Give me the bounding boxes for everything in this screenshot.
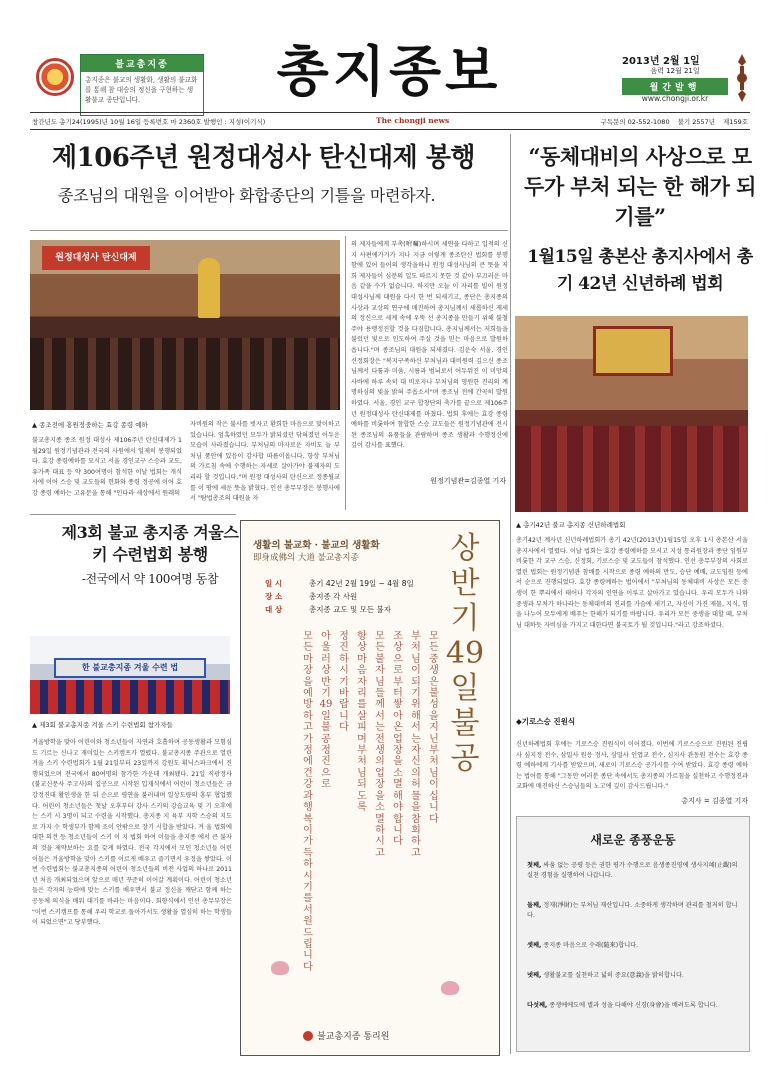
intro-box-title: 불교총지종 <box>81 55 203 72</box>
ad-vertical-line: 항상 마음자리를 살피며 부처님 되도록 <box>357 631 367 814</box>
new-year-photo <box>515 316 748 512</box>
winter-headline: 제3회 불교 총지종 겨울스키 수련법회 봉행 <box>61 523 239 564</box>
masthead-intro-box <box>80 54 204 116</box>
column-divider-mid <box>345 236 346 510</box>
movement-box <box>516 816 750 1052</box>
photo-banner-text: 원정대성사 탄신대제 <box>42 246 150 270</box>
section-divider-left <box>30 514 236 515</box>
emblem-icon <box>303 1031 313 1041</box>
ad-slogan: 생활의 불교화 · 불교의 생활화 <box>253 540 380 551</box>
ski-banner-text: 한 불교총지종 겨울 수련 법 <box>54 658 206 678</box>
winter-article-body: 겨울방학을 맞아 어린이와 청소년들이 자연과 호흡하며 공동생활과 모험심도 기르는 신나고 재미있는 스키캠프가 열렸다. 불교총지종 주관으로 열린 겨울 스키 수련법회가 1월 21일부터 23일까지 강원도 휘닉스파크에서 진행되었으며 전국에서 80여명의 참가한 가운데 개최됐다. 21일 직광정사(불교신문사 주고사)의 집공으로 시작된 입재식에서 어린이 청소년들은 금강정진대 활인생을 한 뒤 순으로 평연을 불러내며 일상도량의 흥부 협업했다. 어린이 청소년들은 첫날 오후부터 강사 스키의 강습교육 및 기 오후에는 스키 시 3명이 되고 수련을 시작했다. 총지종 지 육부 지학 스승의 지도로 가지 수 학생부가 함께 조이 안팎으로 장기 시합을 받았다. 겨 울 법회에 대한 의견 등 청소년들이 스키 이 지 법회 하여 이들을 총지종 에서 큰 불자의 것을 제약보하는 요를 갖게 하였다. 전국 각지에서 모인 청소년들 어린이들은 겨울방학을 맞아 스키를 이르게 배우고 즐기면서 우정을 쌓았다. 이번 수련법회는 불교총지종의 어린이 청소년들의 비전 사업의 하나로 2011년 처음 개최되었으며 앞으로 매년 꾸준히 이어갈 계획이다. 어린이 청소년들은 각자의 능력에 맞는 스키를 배우면서 불교 정신을 깨닫고 함께 하는 공동체 의식을 배워 대기를 바라는 마음이다. 회향식에서 인선 총무부장은 "이번 스키캠프를 통해 우리 학교로 돌아가서도 생활을 열심히 하는 학생들이 되었으면"고 당부했다. <box>32 739 232 927</box>
ceremony-photo <box>30 240 340 410</box>
vajra-icon <box>734 52 750 104</box>
registration-info: 창간년도 총기24(1995)년 10월 16일 등록번호 마 2360호 발행인 : 지성(이기식) <box>32 118 266 126</box>
lotus-icon <box>271 961 289 975</box>
movement-title: 새로운 종풍운동 <box>590 833 676 847</box>
new-year-photo-caption: ▲ 총기42년 불교 총지종 신년하례법회 <box>516 521 626 529</box>
main-article-col1: 불교총지종 종조 원정 대성사 제106주년 탄신대제가 1월29일 원정기념관과 전국의 사원에서 일제히 봉행되었다. 효강 종령예하를 모시고 서울 경인교구 스승과 교도, 유가족 대표 등 약 300여명이 참석한 이날 법회는 개식사에 이어 스승 및 교도들의 헌화와 종령 정공에 이어 효강 종령 예하는 고유문을 통해 "인다라 세상에서 원래의 <box>32 437 182 497</box>
dharma-wheel-logo <box>36 58 74 96</box>
ceremony-photo-caption: ▲ 종조전에 홍원정중하는 효강 종령 예하 <box>32 421 148 429</box>
english-title: The chongji news <box>376 116 450 125</box>
ad-vertical-line: 부처님이 되기 위해서는 자신의 허물을 참회하고 <box>411 631 421 859</box>
ad-vertical-line: 아울러 상반기 49일 불공정진으로 <box>319 631 333 791</box>
ski-camp-photo <box>30 636 230 714</box>
monthly-badge: 월간발행 <box>622 78 728 95</box>
congregation <box>515 426 748 512</box>
main-article-col3: 의 제자들에게 부촉(咐囑)하시며 세연을 다하고 입적의 신지 사편에가기가 지나 지금 이렇게 종조탄신 법회를 봉행함에 있어 들어의 생각을하니 원정 대성사님의 큰 뜻을 저희 제자들이 심분의 일도 따르지 못한 것 같아 부끄러운 마음 같을 수가 없습니다. 하지만 오늘 이 자리를 빌어 원정 대성사님께 대원을 다시 한 번 되새기고, 종단은 총지종의 사상과 교상의 연구에 매진하여 총지님께서 새롭하신 제세의 정신으로 세계 속에 우뚝 선 총지종을 만들기 위해 불철주야 용맹정진할 것을 다짐합니다. 총지님께서는 저희들을 불렀던 빛으로 인도하여 주실 것을 믿는 마음으로 발원하옵니다."며 종조님의 대원을 되새겼다. 김운숙 서울, 경인 신정회장은 "복지구족하신 부처님과 대비원력 깊으신 종조님께서 다툼과 미움, 시름과 범뇌로서 어두워진 이 미망의 사바에 하루 속히 대 비로자나 부처님의 영원한 진리의 계명하심의 빛을 밝혀 주옵소서"며 종조님 전에 간곡히 발원하였다. 서울, 경인 교구 합창단의 축가를 끝으로 제106주년 원정대성사 탄신대제를 마쳤다. 법회 후에는 효강 종령예하를 비롯하여 참합한 스승 교도들은 원정기념관에 전시된 종조님의 유품들을 관람하며 종조 생활과 수행정신에 깊이 감사를 표했다. <box>351 241 508 450</box>
issue-number: 제159호 <box>723 118 748 126</box>
right-article-byline: 총지사 = 김종열 기자 <box>681 797 748 805</box>
issue-date: 2013년 2월 1일 <box>622 56 700 67</box>
right-article-body: 총기42년 계사년 신년하례법회가 총기 42년(2013년)1월15일 오후 1시 총본산 서울 총지사에서 열렸다. 이날 법회는 효강 종령예하를 모시고 지성 통리원장과 종단 임원부 비롯한 각 교구 스승, 신정회, 기로스승 및 교도들이 참석했다. 인선 총무부장의 사회로 열린 법회는 원정기념관 참배를 시작으로 종령 예하의 만도, 승단 예배, 교도임원 등에서 순으로 진행되었다. 효강 종령예하는 법어에서 "부처님의 동체대비 사상은 모든 중생이 한 뿌리에서 태어나 각자의 인연을 이루고 살아가고 있습니다. 우리 모두가 나와 중생과 부처가 하나라는 동체대비의 진리를 가슴에 새기고, 자신이 가진 재물, 지식, 힘을 나누어 모두에게 베푸는 한해가 되기를 바랍니다. 우리가 모든 중생을 대할 때, 부처님 대하듯 자비심을 가지고 대한다면 불국토가 될 것입니다."라고 강조하셨다. <box>516 537 748 629</box>
subscription-phone: 구독문의 02-552-1080 <box>600 118 670 126</box>
right-headline-quote: “동체대비의 사상으로 모두가 부처 되는 한 해가 되기를” <box>524 144 756 229</box>
winter-subheadline: -전국에서 약 100여명 동참 <box>81 572 219 586</box>
movement-item: 다섯째, 종생에에도에 별과 성을 다해야 신경(身會)을 배려도록 합니다. <box>527 1002 718 1009</box>
ski-photo-caption: ▲ 제3회 불교총지종 겨울 스키 수련법회 참가자들 <box>32 721 173 729</box>
lunar-date: 음력 12월 21일 <box>650 67 700 75</box>
ad-info-table <box>265 577 439 616</box>
movement-item: 둘째, 정재(淨財)는 부처님 재산입니다. 소중하게 생각하며 관리를 철저히 합니다. <box>527 902 738 919</box>
ad-big-title: 상반기 49일 불공 <box>445 531 485 776</box>
right-subheadline: 1월15일 총본산 총지사에서 총기 42년 신년하례 법회 <box>527 247 753 294</box>
ad-info-row: 장 소 총지종 각 사원 <box>265 592 358 601</box>
participants <box>30 680 230 714</box>
right-article-body-2: 신년하례법회 후에는 기로스승 진원식이 이어졌다. 이번에 기로스승으로 진원된 진립사 심지정 전수, 삼밀사 원응 정사, 삼밀사 인엽교 전수, 심지사 관동원 전수는 효강 종령 예하에게 기사를 받았으며, 새로이 기로스승 공가시를 수여 받았다. 효강 종령 예하는 법어를 통해 "그동안 여러분 종단 속에서도 총지종의 가르침을 실천하고 수행정진과 교화에 매진하신 스승님들의 노고에 깊이 감사드립니다." <box>516 741 748 791</box>
ad-vertical-line: 모든 불자님들께서는 전생의 업장을 소멸하시고 <box>375 631 385 859</box>
headline-divider <box>30 230 508 231</box>
ad-info-row: 대 상 총지종 교도 및 모든 불자 <box>265 605 391 614</box>
ad-subslogan: 即身成佛의 大道 불교총지종 <box>253 553 359 563</box>
right-article-section-heading: ◆기로스승 진원식 <box>516 717 576 726</box>
intro-box-text: 총지종은 불교의 생활화, 생활의 불교화를 통해 참 대승의 정신을 구현하는 생활불교 종단입니다. <box>85 76 198 104</box>
buddhist-year: 불기 2557년 <box>677 118 716 126</box>
info-bar <box>30 112 750 130</box>
congregation <box>30 338 340 410</box>
ad-vertical-line: 조상으로부터 쌓아 온 업장을 소멸해야 합니다 <box>393 631 403 848</box>
lotus-icon <box>441 981 459 995</box>
ad-footer: 불교총지종 통리원 <box>303 1029 389 1042</box>
column-divider-right <box>510 134 511 1054</box>
prayer-ad <box>240 520 500 1056</box>
website-link[interactable]: www.chongji.or.kr <box>641 94 709 103</box>
main-subheadline: 종조님의 대원을 이어받아 화합종단의 기틀을 마련하자. <box>58 186 436 205</box>
ad-vertical-line: 모든 중생은 불성을 지닌 부처님이십니다 <box>429 631 439 825</box>
info-right-group <box>600 117 748 126</box>
newspaper-title: 총지종보 <box>276 40 502 103</box>
main-article-col2: 자비원의 작은 불사를 벗자고 환희한 마음으로 맞이하고 있습니다. 엄혹하였던 모두가 밝되셨던 닦혀졌던 어두운 모습이 사라졌습니다. 부처님의 마자로운 자비도 늘 부처님 품안에 있음이 감사합 따름이옵니다. 항상 부처님의 가르침 속에 수행하는 자세로 살아가야 불제자의 도리라 할 것입니다."며 원정 대성사의 탄신으로 정종될교를 이 땅에 세운 뜻을 밝혔다. 인선 총무부장은 봉행사에서 "탐법총조의 대원을 자 <box>190 421 340 503</box>
main-headline: 제106주년 원정대성사 탄신대제 봉행 <box>52 143 476 173</box>
movement-item: 넷째, 생활불교를 실천하고 넓히 중요(意義)을 밝히합니다. <box>527 972 684 979</box>
movement-item: 첫째, 싸움 없는 공평 등은 권한 평가 수행으로 음생종진영에 생사지혜(止觀)의 실천 경험을 실행하여 나갑니다. <box>527 862 738 879</box>
buddha-statue <box>198 258 220 318</box>
main-article-byline: 원정기념관=김종열 기자 <box>430 477 506 485</box>
ad-vertical-line: 모든 마장을 예방하고 가정에 건강과 행복이 가득하시기를 서원드립니다 <box>303 631 313 973</box>
ad-vertical-line: 정진하시기 바랍니다 <box>339 631 349 734</box>
movement-item: 셋째, 종지종 마음으로 수래(隨來)합니다. <box>527 942 639 949</box>
ad-info-row: 일 시 총기 42년 2월 19일 ~ 4월 8일 <box>265 579 414 588</box>
altar <box>593 326 673 376</box>
